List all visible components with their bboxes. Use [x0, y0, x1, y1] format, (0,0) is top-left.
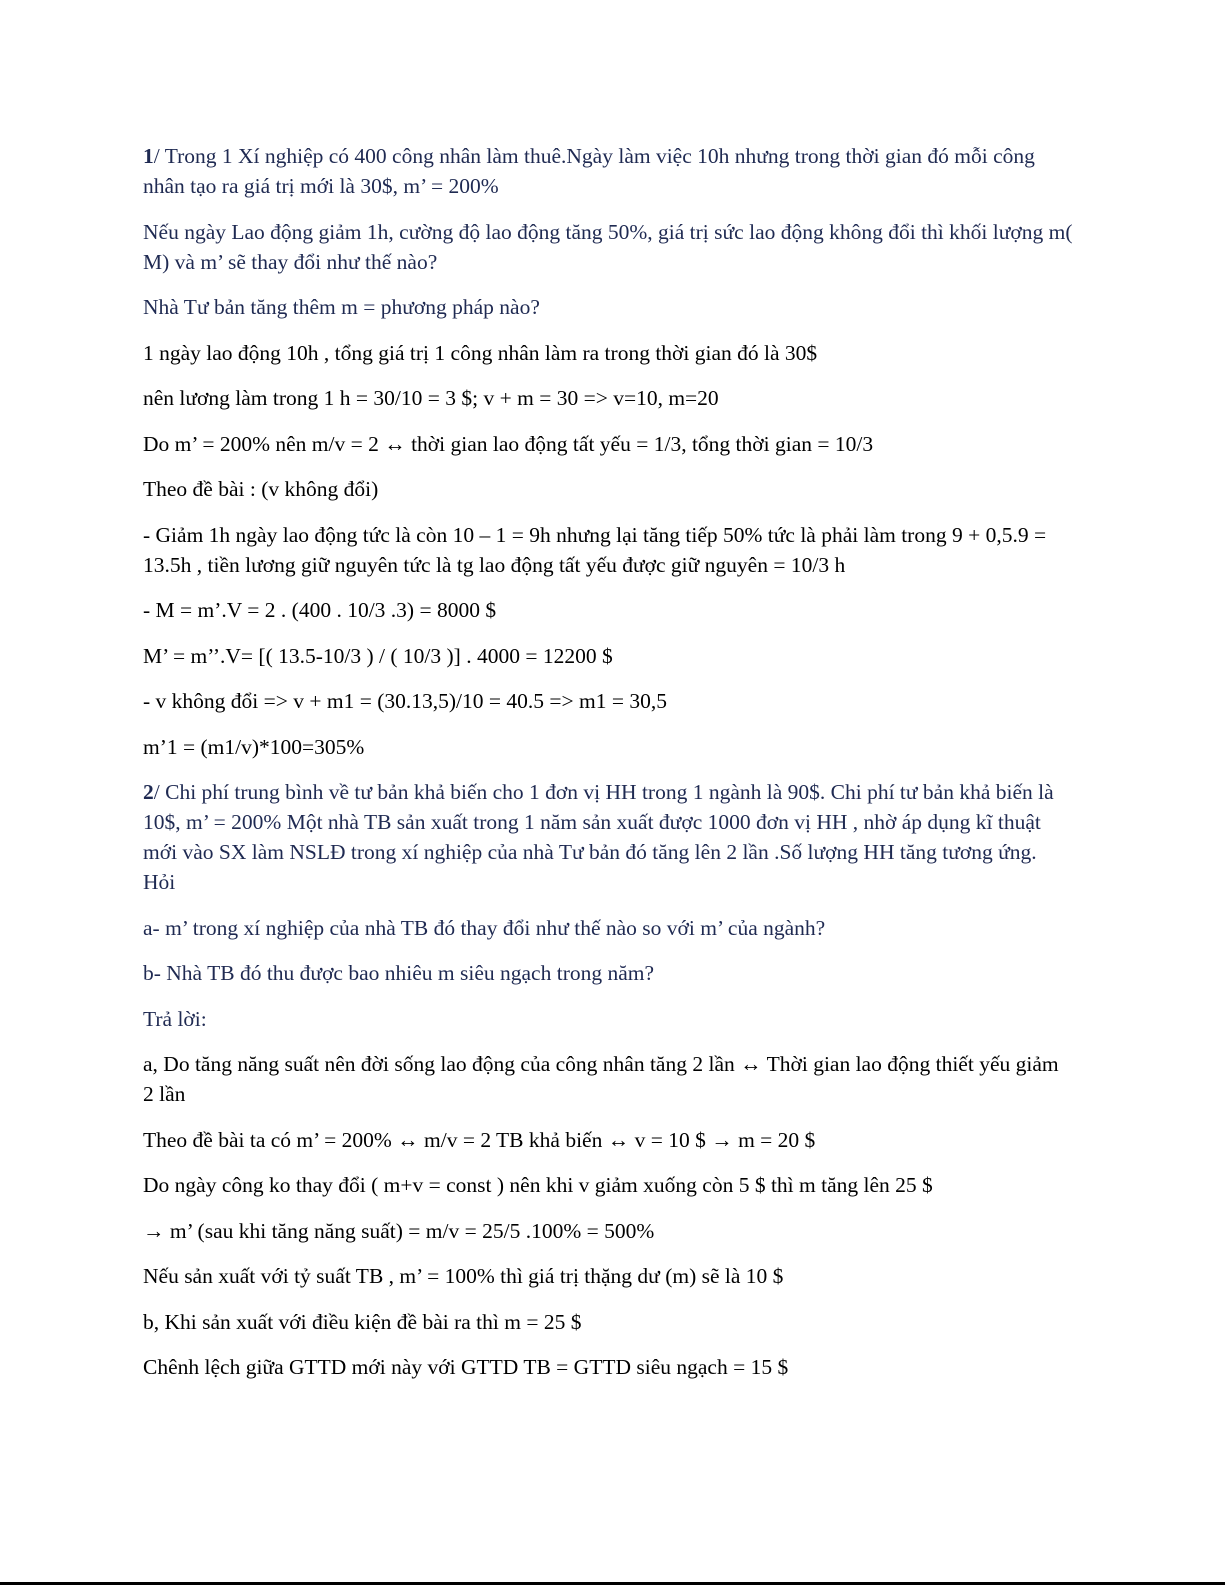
- answer-1-line: M’ = m’’.V= [( 13.5-10/3 ) / ( 10/3 )] . 4000 = 12200 $: [143, 643, 613, 668]
- answer-2-line: Chênh lệch giữa GTTD mới này với GTTD TB = GTTD siêu ngạch = 15 $: [143, 1355, 789, 1379]
- answer-2-line: b, Khi sản xuất với điều kiện đề bài ra thì m = 25 $: [143, 1309, 582, 1334]
- answer-2-line: → m’ (sau khi tăng năng suất) = m/v = 25/5 .100% = 500%: [143, 1218, 655, 1243]
- question-2-part-a: a- m’ trong xí nghiệp của nhà TB đó thay đổi như thế nào so với m’ của ngành?: [143, 915, 826, 940]
- question-2-part-b: b- Nhà TB đó thu được bao nhiêu m siêu ngạch trong năm?: [143, 961, 655, 985]
- answer-1-line: - M = m’.V = 2 . (400 . 10/3 .3) = 8000 $: [143, 598, 497, 622]
- question-1-condition: Nếu ngày Lao động giảm 1h, cường độ lao động tăng 50%, giá trị sức lao động không đổi thì khối lượng m( M) và m’ sẽ thay đổi như thế nào?: [143, 219, 1073, 274]
- answer-1-line: - Giảm 1h ngày lao động tức là còn 10 – 1 = 9h nhưng lại tăng tiếp 50% tức là phải làm trong 9 + 0,5.9 = 13.5h , tiền lương giữ nguyên tức là tg lao động tất yếu được giữ nguyên = 10/3 h: [143, 522, 1047, 577]
- answer-1-line: Do m’ = 200% nên m/v = 2 ↔ thời gian lao động tất yếu = 1/3, tổng thời gian = 10/3: [143, 431, 874, 456]
- question-1-statement: [143, 141, 1073, 201]
- answer-heading: Trả lời:: [143, 1006, 207, 1031]
- answer-2-line: Do ngày công ko thay đổi ( m+v = const ) nên khi v giảm xuống còn 5 $ thì m tăng lên 25 $: [143, 1173, 933, 1197]
- document-body: [143, 141, 1073, 1398]
- answer-1-line: 1 ngày lao động 10h , tổng giá trị 1 công nhân làm ra trong thời gian đó là 30$: [143, 340, 818, 365]
- answer-1-line: nên lương làm trong 1 h = 30/10 = 3 $; v + m = 30 => v=10, m=20: [143, 386, 719, 410]
- answer-1-line: m’1 = (m1/v)*100=305%: [143, 734, 365, 759]
- question-1-method: Nhà Tư bản tăng thêm m = phương pháp nào?: [143, 295, 540, 319]
- question-2-number: 2: [143, 780, 154, 804]
- question-2-statement: [143, 777, 1073, 897]
- question-2-text: / Chi phí trung bình về tư bản khả biến cho 1 đơn vị HH trong 1 ngành là 90$. Chi phí tư bản khả biến là 10$, m’ = 200% Một nhà TB sản xuất trong 1 năm sản xuất được 1000 đơn vị HH , nhờ áp dụng kĩ thuật mới vào SX làm NSLĐ trong xí nghiệp của nhà Tư bản đó tăng lên 2 lần .Số lượng HH tăng tương ứng. Hỏi: [143, 780, 1054, 894]
- answer-1-line: Theo đề bài : (v không đổi): [143, 477, 379, 501]
- answer-1-line: - v không đổi => v + m1 = (30.13,5)/10 = 40.5 => m1 = 30,5: [143, 689, 667, 713]
- question-1-number: 1: [143, 144, 154, 168]
- question-1-text: / Trong 1 Xí nghiệp có 400 công nhân làm thuê.Ngày làm việc 10h nhưng trong thời gian đó mỗi công nhân tạo ra giá trị mới là 30$, m’ = 200%: [143, 144, 1035, 198]
- answer-2-line: Theo đề bài ta có m’ = 200% ↔ m/v = 2 TB khả biến ↔ v = 10 $ → m = 20 $: [143, 1127, 816, 1152]
- answer-2-line: a, Do tăng năng suất nên đời sống lao động của công nhân tăng 2 lần ↔ Thời gian lao động thiết yếu giảm 2 lần: [143, 1052, 1059, 1106]
- answer-2-line: Nếu sản xuất với tỷ suất TB , m’ = 100% thì giá trị thặng dư (m) sẽ là 10 $: [143, 1264, 784, 1288]
